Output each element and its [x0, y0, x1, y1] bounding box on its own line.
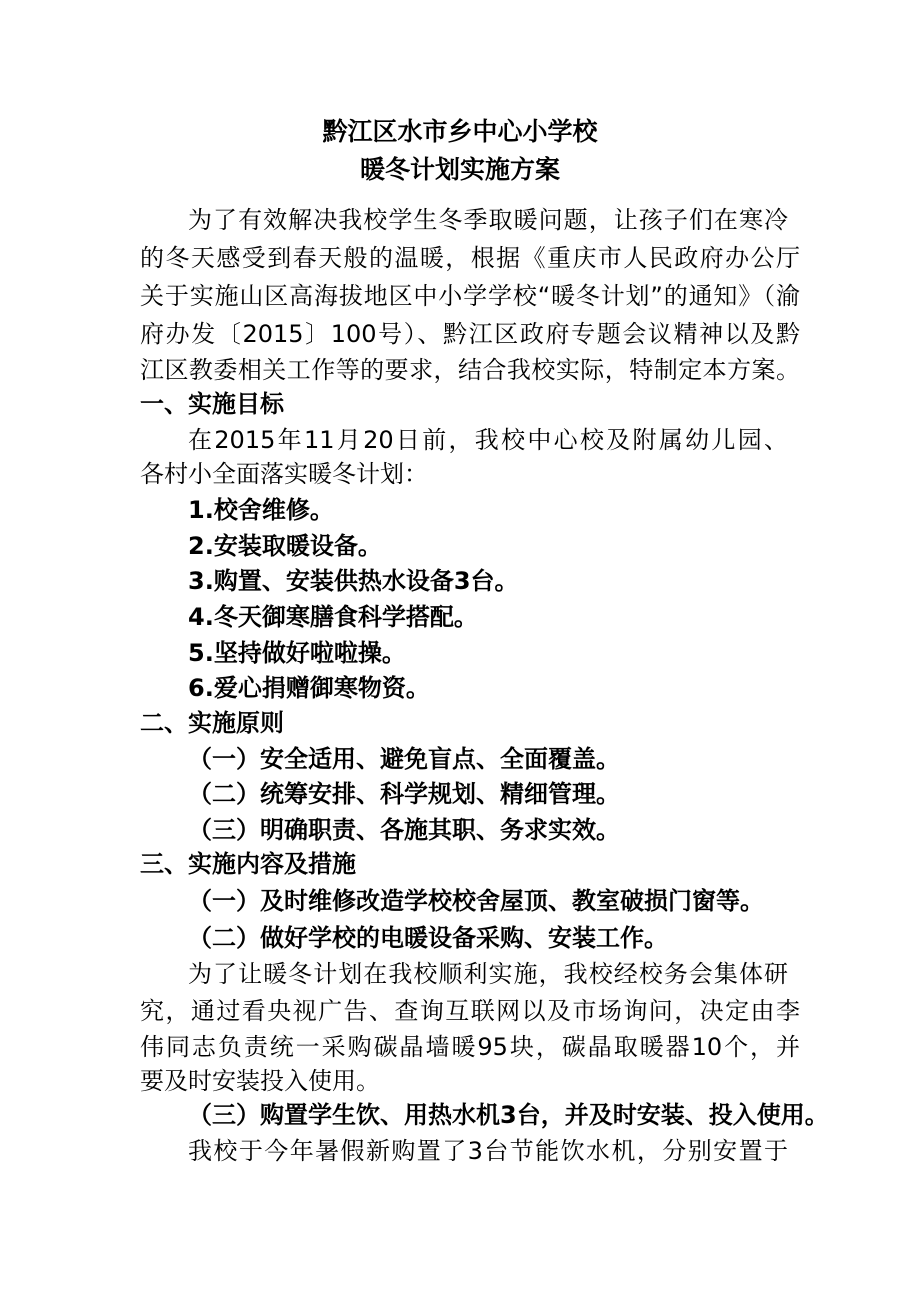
section3-heading: 三、实施内容及措施: [140, 850, 356, 878]
section1-item-4: 4.冬天御寒膳食科学搭配。: [188, 603, 478, 631]
section1-item-1: 1.校舍维修。: [188, 496, 334, 524]
section1-item-6: 6.爱心捐赠御寒物资。: [188, 674, 430, 702]
section2-item-2: （二）统筹安排、科学规划、精细管理。: [188, 780, 620, 808]
section3-para3-line-1: 我校于今年暑假新购置了3台节能饮水机，分别安置于: [188, 1137, 788, 1165]
section1-item-5: 5.坚持做好啦啦操。: [188, 639, 406, 667]
section3-sub2: （二）做好学校的电暖设备采购、安装工作。: [188, 924, 668, 952]
intro-line-4: 府办发〔2015〕100号）、黔江区政府专题会议精神以及黔: [140, 320, 800, 348]
section3-para2-line-1: 为了让暖冬计划在我校顺利实施，我校经校务会集体研: [188, 960, 788, 988]
document-title-line2: 暖冬计划实施方案: [359, 155, 560, 184]
intro-line-3: 关于实施山区高海拔地区中小学学校“暖冬计划”的通知》（渝: [140, 282, 800, 310]
document-title-line1: 黔江区水市乡中心小学校: [322, 117, 598, 146]
section1-heading: 一、实施目标: [140, 390, 284, 418]
section3-para2-line-3: 伟同志负责统一采购碳晶墙暖95块，碳晶取暖器10个，并: [140, 1033, 800, 1061]
section3-sub1: （一）及时维修改造学校校舍屋顶、教室破损门窗等。: [188, 887, 764, 915]
section1-para-line-1: 在2015年11月20日前，我校中心校及附属幼儿园、: [188, 426, 788, 454]
intro-line-1: 为了有效解决我校学生冬季取暖问题，让孩子们在寒冷: [188, 206, 788, 234]
section3-sub3: （三）购置学生饮、用热水机3台，并及时安装、投入使用。: [188, 1101, 829, 1129]
section3-para2-line-4: 要及时安装投入使用。: [140, 1067, 380, 1095]
section2-item-3: （三）明确职责、各施其职、务求实效。: [188, 816, 620, 844]
section3-para2-line-2: 究，通过看央视广告、查询互联网以及市场询问，决定由李: [140, 997, 800, 1025]
section1-item-2: 2.安装取暖设备。: [188, 532, 382, 560]
section2-item-1: （一）安全适用、避免盲点、全面覆盖。: [188, 745, 620, 773]
section1-item-3: 3.购置、安装供热水设备3台。: [188, 567, 519, 595]
section1-para-line-2: 各村小全面落实暖冬计划：: [140, 460, 428, 488]
intro-line-5: 江区教委相关工作等的要求，结合我校实际，特制定本方案。: [140, 356, 800, 384]
intro-line-2: 的冬天感受到春天般的温暖，根据《重庆市人民政府办公厅: [140, 244, 800, 272]
section2-heading: 二、实施原则: [140, 709, 284, 737]
